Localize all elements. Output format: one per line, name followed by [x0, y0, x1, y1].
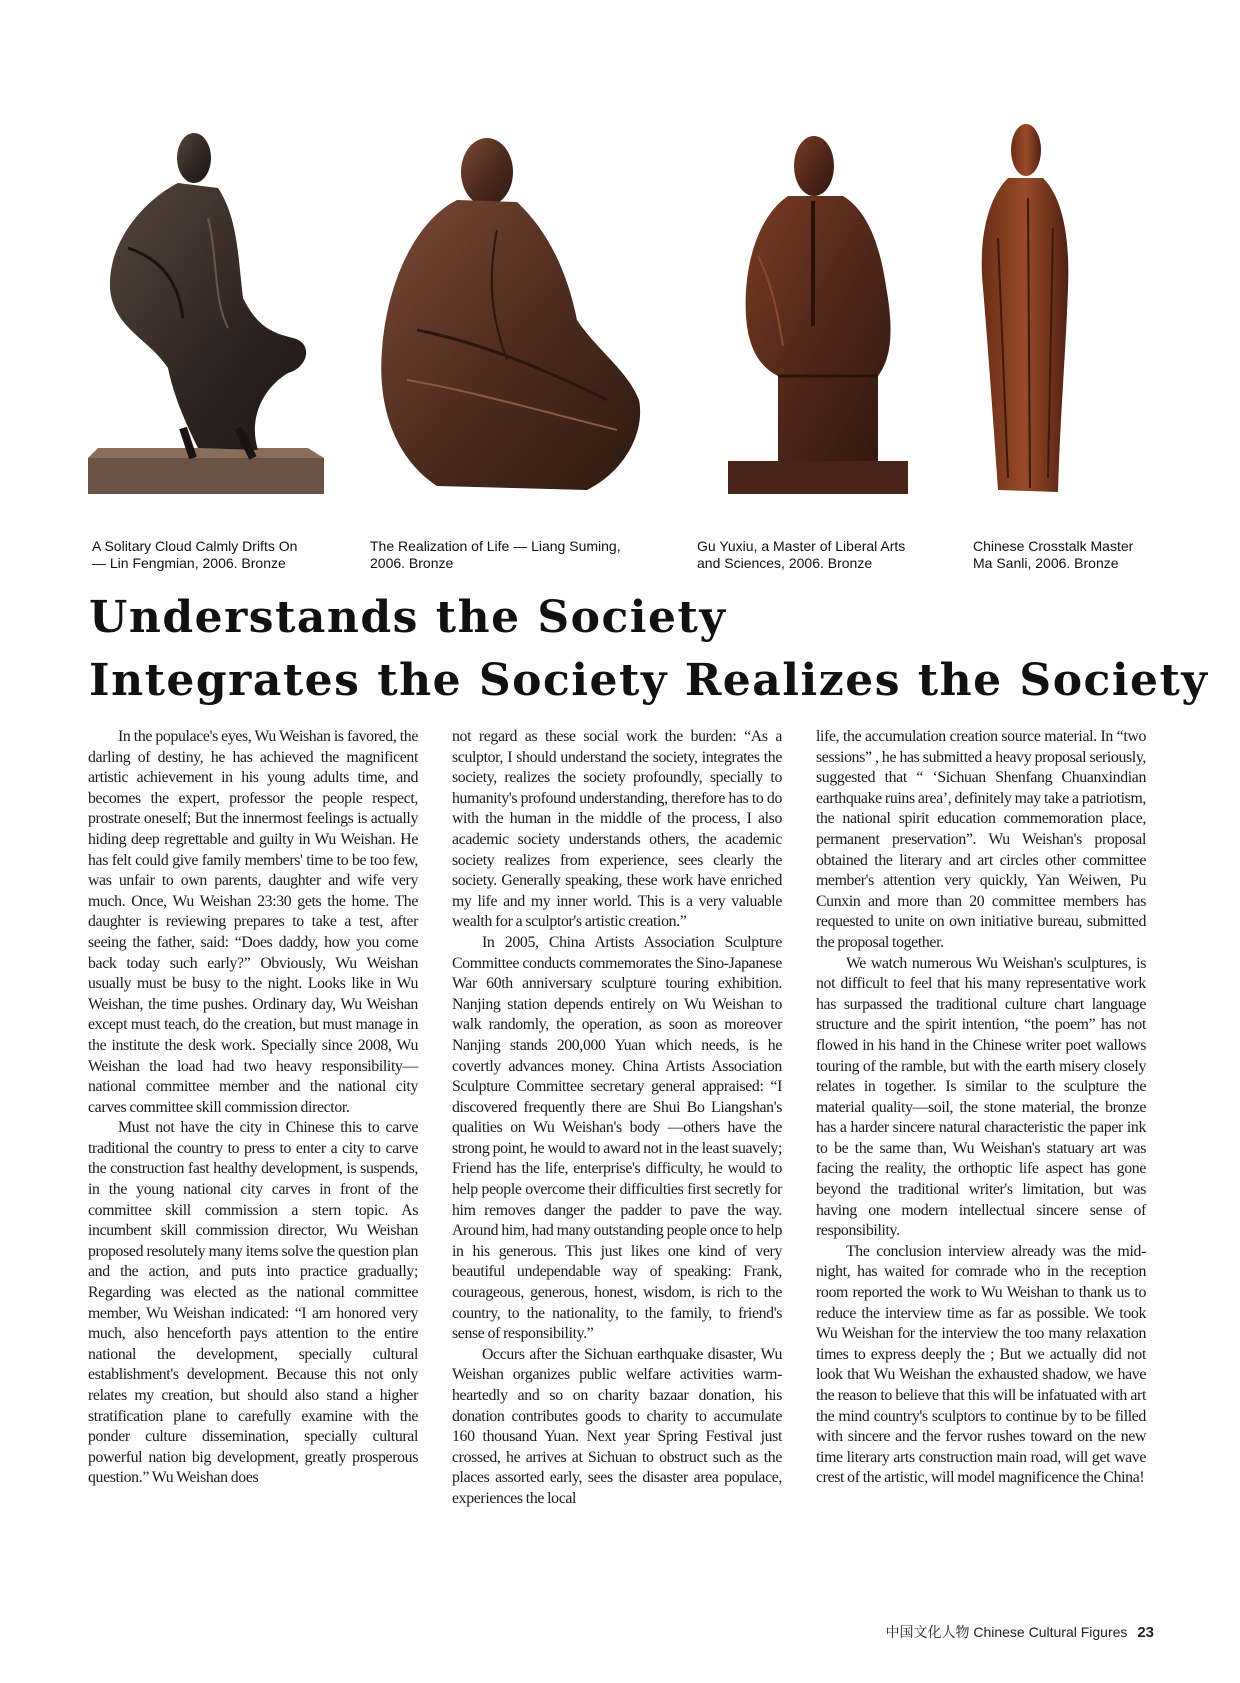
caption-lin-fengmian: A Solitary Cloud Calmly Drifts On — Lin Fengmian, 2006. Bronze: [92, 538, 298, 571]
column-2-paragraph-2: In 2005, China Artists Association Sculpture Committee conducts commemorates the Sino-Japanese War 60th anniversary sculpture touring exhibition. Nanjing station depends entirely on Wu Weishan to walk randomly, the operation, as soon as moreover Nanjing stands 200,000 Yuan which needs, is he covertly advances money. China Artists Association Sculpture Committee secretary general appraised: “I discovered frequently there are Shui Bo Liangshan's qualities on Wu Weishan's body —others have the strong point, he would to award not in the least suavely; Friend has the life, enterprise's difficulty, he would to help people overcome their difficulties first secretly for him removes danger the padder to pave the way. Around him, had many outstanding people once to help in his generous. This just likes one kind of very beautiful undependable way of speaking: Frank, courageous, generous, honest, wisdom, is rich to the country, to the nationality, to the family, to friend's sense of responsibility.”: [452, 933, 782, 1343]
sculpture-ma-sanli: [968, 118, 1080, 496]
column-1-paragraph-1: In the populace's eyes, Wu Weishan is favored, the darling of destiny, he has achieved the magnificent artistic achievement in his young adults time, and becomes the expert, professor the people respect, prostrate oneself; But the innermost feelings is actually hiding deep regrettable and guilty in Wu Weishan. He has felt could give family members' time to be too few, was unfair to own parents, daughter and wife very much. Once, Wu Weishan 23:30 gets the home. The daughter is reviewing prepares to take a test, after seeing the father, said: “Does daddy, how you come back today such early?” Obviously, Wu Weishan usually must be busy to the night. Looks like in Wu Weishan, the time pushes. Ordinary day, Wu Weishan except must teach, do the creation, but must manage in the institute the desk work. Specially since 2008, Wu Weishan the load had two heavy responsibility—national committee member and the national city carves committee skill commission director.: [88, 728, 418, 1116]
sculpture-lin-fengmian: [88, 128, 324, 494]
footer-magazine-title: Chinese Cultural Figures: [973, 1624, 1128, 1640]
article-column-3: [816, 727, 1146, 1489]
column-2-paragraph-3: Occurs after the Sichuan earthquake disaster, Wu Weishan organizes public welfare activities warm-heartedly and so on charity bazaar donation, his donation contributes goods to charity to accumulate 160 thousand Yuan. Next year Spring Festival just crossed, he arrives at Sichuan to obstruct such as the places assorted early, sees the disaster area populace, experiences the local: [452, 1345, 782, 1507]
sculpture-liang-suming: [377, 130, 645, 494]
column-1-paragraph-2: Must not have the city in Chinese this to carve traditional the country to press to enter a city to carve the construction fast healthy development, is suspends, in the young national city carves in front of the committee skill commission a stern topic. As incumbent skill commission director, Wu Weishan proposed resolutely many items solve the question plan and the action, and puts into practice gradually; Regarding was elected as the national committee member, Wu Weishan indicated: “I am honored very much, also henceforth pays attention to the entire national the development, specially cultural establishment's development. Because this not only relates my creation, but should also stand a higher stratification plane to carefully examine with the ponder culture dissemination, specially cultural powerful nation big development, greatly prosperous question.” Wu Weishan does: [88, 1119, 418, 1487]
sculpture-gu-yuxiu: [718, 126, 918, 496]
headline-line-2: Integrates the Society Realizes the Society: [89, 655, 1209, 706]
article-column-1: [88, 727, 418, 1489]
column-3-paragraph-1: life, the accumulation creation source material. In “two sessions” , he has submitted a heavy proposal seriously, suggested that “ ‘Sichuan Shenfang Chuanxindian earthquake ruins area’, definitely may take a patriotism, the national spirit education commemoration place, permanent preservation”. Wu Weishan's proposal obtained the literary and art circles other committee member's attention very quickly, Yan Weiwen, Pu Cunxin and more than 20 committee members has requested to unite on own initiative bureau, submitted the proposal together.: [816, 728, 1146, 951]
article-column-2: [452, 727, 782, 1510]
headline-line-1: Understands the Society: [89, 592, 727, 643]
column-2-paragraph-1: not regard as these social work the burden: “As a sculptor, I should understand the society, integrates the society, realizes the society profoundly, specially to humanity's profound understanding, therefore has to do with the human in the middle of the process, I also academic society understands others, the academic society realizes from experience, sees clearly the society. Generally speaking, these work have enriched my life and my inner world. This is a very valuable wealth for a sculptor's artistic creation.”: [452, 728, 782, 931]
caption-ma-sanli: Chinese Crosstalk Master Ma Sanli, 2006. Bronze: [973, 538, 1134, 571]
page-number: 23: [1137, 1624, 1154, 1641]
footer-chinese-title: 中国文化人物: [885, 1624, 970, 1640]
page-footer: [885, 1622, 1154, 1642]
caption-liang-suming: The Realization of Life — Liang Suming, 2006. Bronze: [370, 538, 621, 571]
column-3-paragraph-3: The conclusion interview already was the mid-night, has waited for comrade who in the reception room reported the work to Wu Weishan to thank us to reduce the interview time as far as possible. We took Wu Weishan for the interview the too many relaxation times to express deeply the ; But we actually did not look that Wu Weishan the exhausted shadow, we have the reason to believe that this will be infatuated with art the mind country's sculptors to continue by to be filled with sincere and the fervor rushes toward on the new time literary arts construction main road, will get wave crest of the artistic, will model magnificence the China!: [816, 1242, 1146, 1487]
column-3-paragraph-2: We watch numerous Wu Weishan's sculptures, is not difficult to feel that his many representative work has surpassed the traditional culture chart language structure and the spirit intention, “the poem” has not flowed in his hand in the Chinese writer poet wallows touring of the ramble, but with the earth misery closely relates in together. Is similar to the sculpture the material quality—soil, the stone material, the bronze has a harder sincere natural characteristic the paper ink to be the same than, Wu Weishan's statuary art was facing the reality, the orthoptic life aspect has gone beyond the traditional writer's limitation, but was having one modern intellectual sincere sense of responsibility.: [816, 954, 1146, 1240]
caption-gu-yuxiu: Gu Yuxiu, a Master of Liberal Arts and Sciences, 2006. Bronze: [697, 538, 906, 571]
